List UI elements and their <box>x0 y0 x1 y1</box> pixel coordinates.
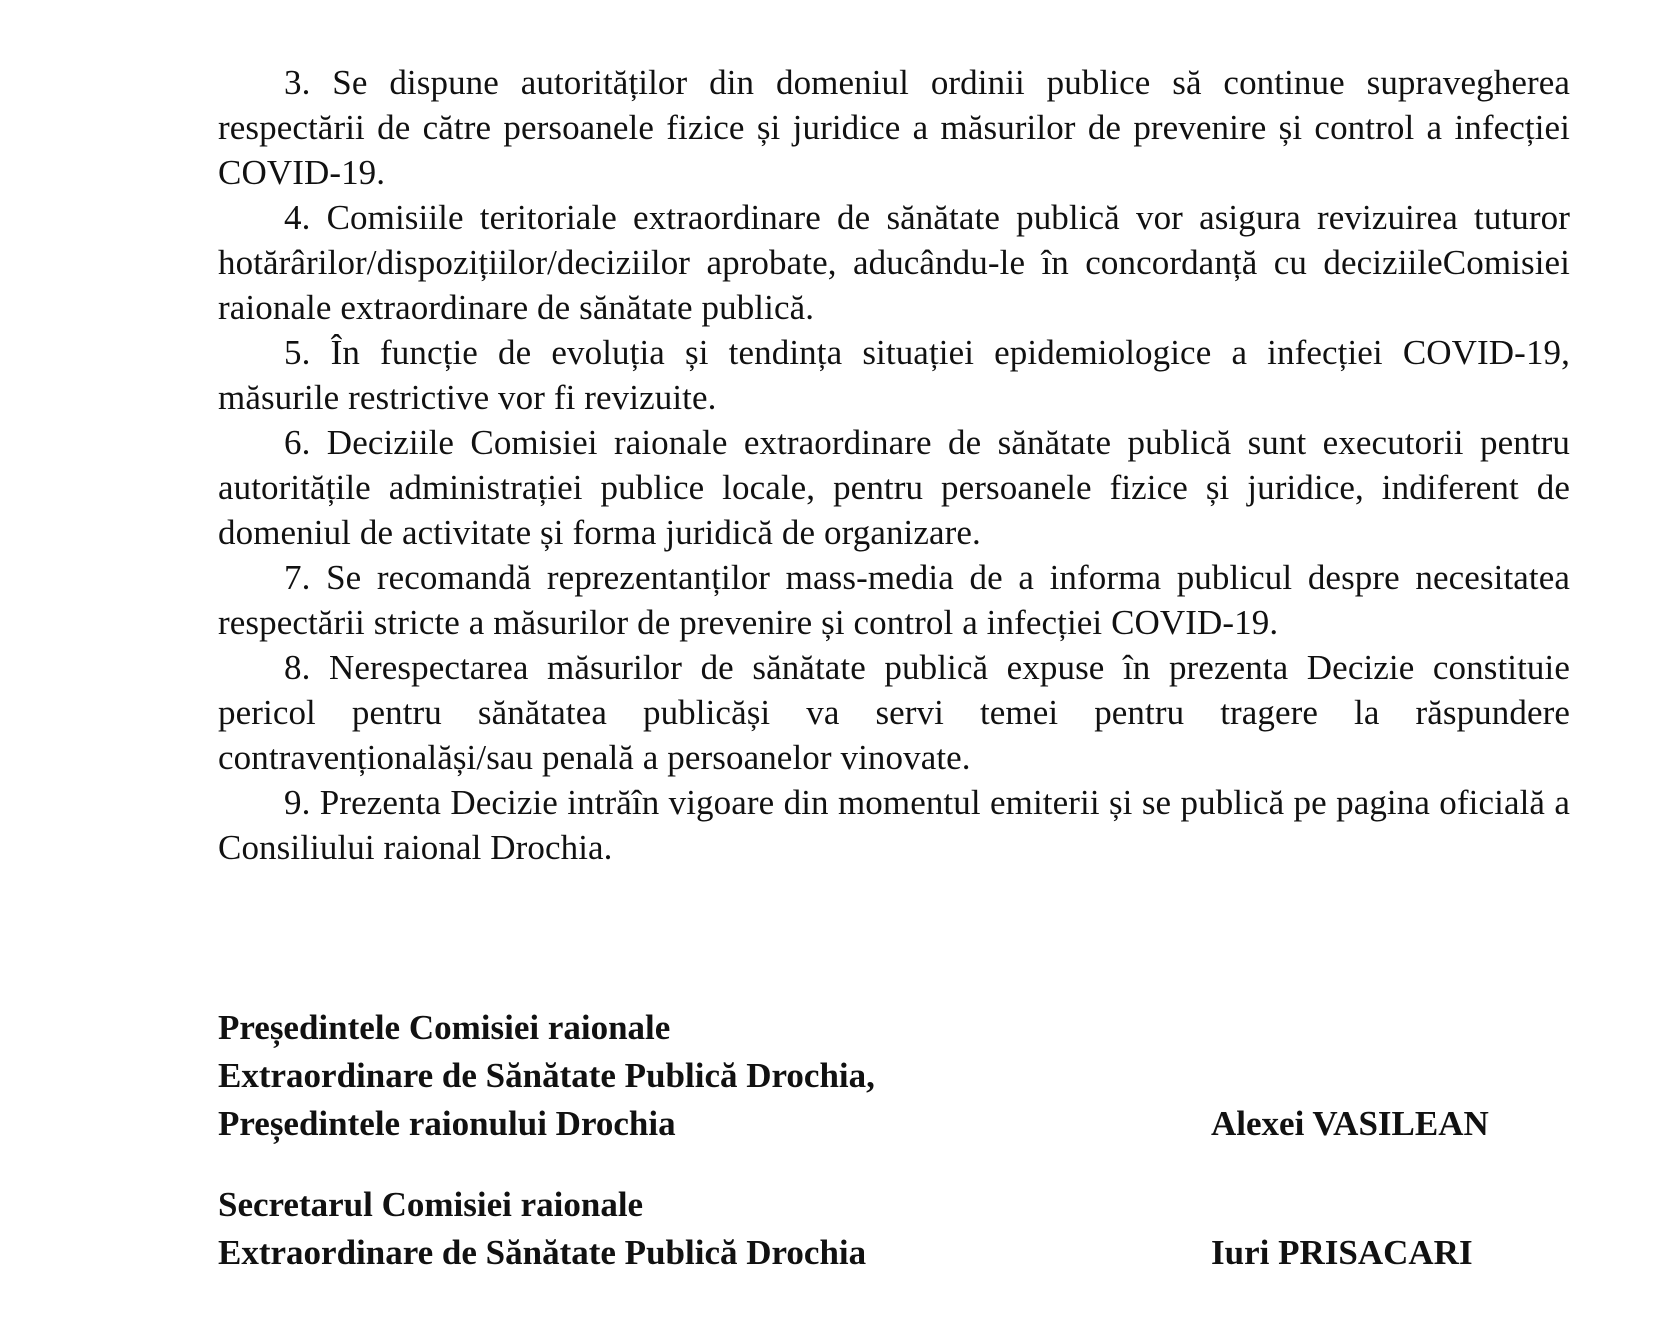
paragraph-8: 8. Nerespectarea măsurilor de sănătate publică expuse în prezenta Decizie constituie pericol pentru sănătatea publicăși va servi temei pentru tragere la răspundere contravenționalăși/sau penală a persoanelor vinovate. <box>218 648 1570 777</box>
paragraph-7: 7. Se recomandă reprezentanților mass-media de a informa publicul despre necesitatea respectării stricte a măsurilor de prevenire și control a infecției COVID-19. <box>218 558 1570 642</box>
paragraph-9: 9. Prezenta Decizie intrăîn vigoare din momentul emiterii și se publică pe pagina oficială a Consiliului raional Drochia. <box>218 783 1570 867</box>
secretary-signature-block <box>218 1181 1598 1277</box>
president-title-line-3 <box>218 1100 1598 1148</box>
secretary-title-line-2-text: Extraordinare de Sănătate Publică Drochia <box>218 1233 867 1272</box>
secretary-title-line-1: Secretarul Comisiei raionale <box>218 1185 644 1224</box>
paragraph-6: 6. Deciziile Comisiei raionale extraordinare de sănătate publică sunt executorii pentru autoritățile administrației publice locale, pentru persoanele fizice și juridice, indiferent de domeniul de activitate și forma juridică de organizare. <box>218 423 1570 552</box>
decision-body <box>218 60 1570 870</box>
president-title-line-1: Președintele Comisiei raionale <box>218 1008 671 1047</box>
secretary-title-line-2 <box>218 1229 1598 1277</box>
paragraph-3: 3. Se dispune autorităților din domeniul ordinii publice să continue supravegherea respectării de către persoanele fizice și juridice a măsurilor de prevenire și control a infecției COVID-19. <box>218 63 1570 192</box>
paragraph-4: 4. Comisiile teritoriale extraordinare de sănătate publică vor asigura revizuirea tuturor hotărârilor/dispozițiilor/deciziilor aprobate, aducându-le în concordanță cu deciziileComisiei raionale extraordinare de sănătate publică. <box>218 198 1570 327</box>
secretary-name: Iuri PRISACARI <box>1211 1233 1473 1272</box>
president-name: Alexei VASILEAN <box>1211 1104 1489 1143</box>
president-title-line-2: Extraordinare de Sănătate Publică Drochia, <box>218 1056 875 1095</box>
president-title-line-3-text: Președintele raionului Drochia <box>218 1104 676 1143</box>
president-signature-block <box>218 1004 1598 1148</box>
paragraph-5: 5. În funcție de evoluția și tendința situației epidemiologice a infecției COVID-19, măsurile restrictive vor fi revizuite. <box>218 333 1570 417</box>
